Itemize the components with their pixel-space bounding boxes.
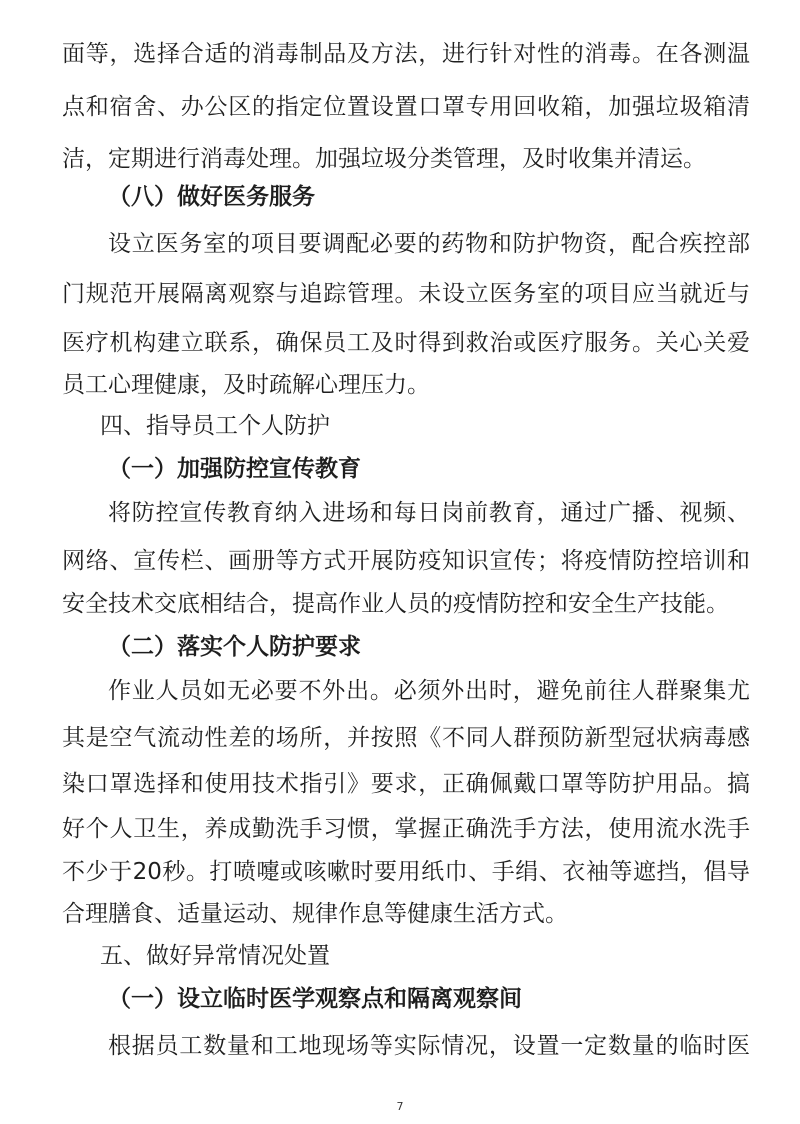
paragraph-line: 染口罩选择和使用技术指引》要求，正确佩戴口罩等防护用品。搞 [62,771,750,797]
paragraph-line: 洁，定期进行消毒处理。加强垃圾分类管理，及时收集并清运。 [62,146,706,172]
chapter-heading: 四、指导员工个人防护 [100,413,330,439]
paragraph-line: 其是空气流动性差的场所，并按照《不同人群预防新型冠状病毒感 [62,725,750,751]
section-heading: （八）做好医务服务 [108,184,315,210]
section-heading: （一）加强防控宣传教育 [108,456,361,482]
paragraph-line: 员工心理健康，及时疏解心理压力。 [62,372,430,398]
paragraph-line: 面等，选择合适的消毒制品及方法，进行针对性的消毒。在各测温 [62,41,750,67]
section-heading: （二）落实个人防护要求 [108,634,361,660]
paragraph-line: 不少于20秒。打喷嚏或咳嗽时要用纸巾、手绢、衣袖等遮挡，倡导 [62,859,750,885]
paragraph-line: 设立医务室的项目要调配必要的药物和防护物资，配合疾控部 [108,231,750,257]
paragraph-line: 医疗机构建立联系，确保员工及时得到救治或医疗服务。关心关爱 [62,330,750,356]
section-heading: （一）设立临时医学观察点和隔离观察间 [108,986,522,1012]
chapter-heading: 五、做好异常情况处置 [100,943,330,969]
paragraph-line: 门规范开展隔离观察与追踪管理。未设立医务室的项目应当就近与 [62,281,750,307]
paragraph-line: 根据员工数量和工地现场等实际情况，设置一定数量的临时医 [108,1033,750,1059]
paragraph-line: 网络、宣传栏、画册等方式开展防疫知识宣传；将疫情防控培训和 [62,548,750,574]
paragraph-line: 点和宿舍、办公区的指定位置设置口罩专用回收箱，加强垃圾箱清 [62,94,750,120]
paragraph-line: 安全技术交底相结合，提高作业人员的疫情防控和安全生产技能。 [62,591,729,617]
paragraph-line: 将防控宣传教育纳入进场和每日岗前教育，通过广播、视频、 [108,500,750,526]
page-number: 7 [396,1100,404,1113]
paragraph-line: 好个人卫生，养成勤洗手习惯，掌握正确洗手方法，使用流水洗手 [62,816,750,842]
paragraph-line: 合理膳食、适量运动、规律作息等健康生活方式。 [62,901,568,927]
paragraph-line: 作业人员如无必要不外出。必须外出时，避免前往人群聚集尤 [108,678,750,704]
